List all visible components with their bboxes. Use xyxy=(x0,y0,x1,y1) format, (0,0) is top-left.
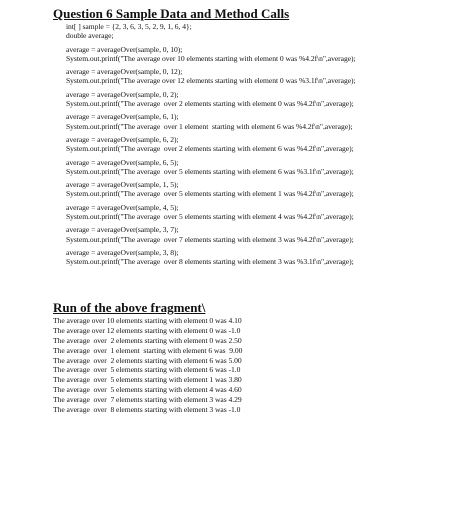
output-line: The average over 5 elements starting with element 6 was -1.0 xyxy=(53,365,241,375)
question-title: Question 6 Sample Data and Method Calls xyxy=(53,6,290,21)
code-print-line: System.out.printf("The average over 5 elements starting with element 6 was %3.1f\n",average); xyxy=(66,166,354,176)
output-line: The average over 7 elements starting with element 3 was 4.29 xyxy=(53,395,242,405)
code-print-line: System.out.printf("The average over 7 elements starting with element 3 was %4.2f\n",average); xyxy=(66,234,354,244)
code-declaration-line: double average; xyxy=(66,31,114,41)
code-assign-line: average = averageOver(sample, 6, 1); xyxy=(66,112,179,122)
output-line: The average over 2 elements starting with element 6 was 5.00 xyxy=(53,355,242,365)
code-assign-line: average = averageOver(sample, 4, 5); xyxy=(66,202,179,212)
code-assign-line: average = averageOver(sample, 1, 5); xyxy=(66,180,179,190)
run-title: Run of the above fragment\ xyxy=(53,300,206,315)
output-line: The average over 10 elements starting with element 0 was 4.10 xyxy=(53,316,242,325)
code-declaration-line: int[ ] sample = {2, 3, 6, 3, 5, 2, 9, 1, 6, 4}; xyxy=(66,22,192,31)
code-print-line: System.out.printf("The average over 1 element starting with element 6 was %4.2f\n",average); xyxy=(66,121,353,131)
code-print-line: System.out.printf("The average over 10 elements starting with element 0 was %4.2f\n",average); xyxy=(66,53,356,63)
output-line: The average over 5 elements starting with element 4 was 4.60 xyxy=(53,385,242,395)
code-assign-line: average = averageOver(sample, 3, 7); xyxy=(66,225,179,235)
output-line: The average over 5 elements starting with element 1 was 3.80 xyxy=(53,375,242,385)
code-assign-line: average = averageOver(sample, 0, 2); xyxy=(66,89,179,99)
code-print-line: System.out.printf("The average over 12 elements starting with element 0 was %3.1f\n",average); xyxy=(66,76,356,86)
output-line: The average over 2 elements starting with element 0 was 2.50 xyxy=(53,335,242,345)
program-output xyxy=(53,316,373,415)
code-print-line: System.out.printf("The average over 8 elements starting with element 3 was %3.1f\n",average); xyxy=(66,257,354,267)
code-assign-line: average = averageOver(sample, 6, 2); xyxy=(66,134,179,144)
code-fragment xyxy=(66,22,471,267)
output-line: The average over 1 element starting with element 6 was 9.00 xyxy=(53,345,243,355)
code-assign-line: average = averageOver(sample, 3, 8); xyxy=(66,247,179,257)
code-assign-line: average = averageOver(sample, 0, 12); xyxy=(66,67,183,77)
output-line: The average over 8 elements starting with element 3 was -1.0 xyxy=(53,405,241,415)
code-print-line: System.out.printf("The average over 2 elements starting with element 0 was %4.2f\n",average); xyxy=(66,99,354,109)
code-assign-line: average = averageOver(sample, 0, 10); xyxy=(66,44,183,54)
code-print-line: System.out.printf("The average over 5 elements starting with element 4 was %4.2f\n",average); xyxy=(66,212,354,222)
output-line: The average over 12 elements starting with element 0 was -1.0 xyxy=(53,325,241,335)
code-print-line: System.out.printf("The average over 2 elements starting with element 6 was %4.2f\n",average); xyxy=(66,144,354,154)
code-print-line: System.out.printf("The average over 5 elements starting with element 1 was %4.2f\n",average); xyxy=(66,189,354,199)
code-assign-line: average = averageOver(sample, 6, 5); xyxy=(66,157,179,167)
